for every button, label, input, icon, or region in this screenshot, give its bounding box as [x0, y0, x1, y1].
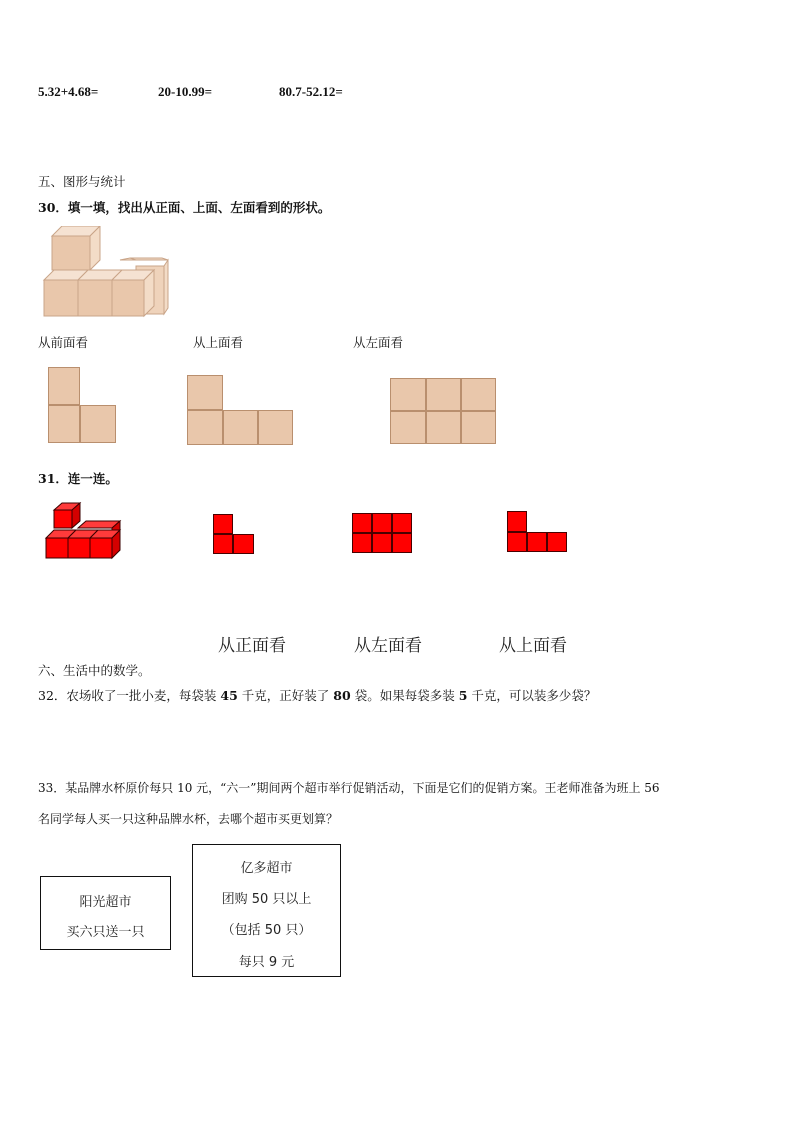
q31-red-shape-3: [507, 511, 568, 552]
store-a-name: 阳光超市: [79, 895, 132, 910]
q32-part-1: 32．农场收了一批小麦，每袋装: [38, 688, 217, 703]
store-b-name: 亿多超市: [240, 861, 293, 876]
q33-line-2: 名同学每人买一只这种品牌水杯，去哪个超市买更划算？: [38, 812, 339, 826]
q31-label-top: 从上面看: [499, 636, 567, 656]
q30-block-figure: [42, 226, 172, 318]
q31-red-shape-2: [352, 513, 412, 553]
q32-part-2: 千克，正好装了: [241, 688, 330, 703]
q30-view-left: [390, 378, 496, 444]
q31-red-shape-1: [213, 514, 255, 554]
store-b-box: [192, 844, 341, 977]
q32-text: [38, 686, 596, 704]
calc-2: 20-10.99=: [158, 84, 212, 99]
q32-num-3: 5: [458, 688, 468, 703]
q32-part-4: 千克，可以装多少袋？: [471, 688, 597, 703]
q31-label-left: 从左面看: [354, 636, 422, 656]
section-5-title: 五、图形与统计: [38, 174, 126, 189]
q30-label-top: 从上面看: [193, 335, 244, 350]
q30-label-front: 从前面看: [38, 335, 89, 350]
q31-red-cube-figure: [44, 500, 126, 562]
q30-label-left: 从左面看: [353, 335, 404, 350]
q31-text: 31．连一连。: [38, 471, 118, 486]
store-a-box: [40, 876, 171, 950]
q32-num-1: 45: [220, 688, 238, 703]
store-b-line-3: 每只 9 元: [238, 955, 295, 970]
store-a-offer: 买六只送一只: [66, 925, 145, 940]
section-6-title: 六、生活中的数学。: [38, 663, 151, 678]
q33-line-1: 33．某品牌水杯原价每只 10 元，“六一”期间两个超市举行促销活动，下面是它们的促销方案。王老师准备为班上 56: [38, 781, 660, 795]
q30-text: 30．填一填，找出从正面、上面、左面看到的形状。: [38, 200, 331, 215]
q32-num-2: 80: [333, 688, 351, 703]
q30-view-top: [187, 375, 293, 445]
store-b-line-2: （包括 50 只）: [221, 923, 312, 938]
store-b-line-1: 团购 50 只以上: [221, 892, 312, 907]
q31-label-front: 从正面看: [218, 636, 286, 656]
calc-1: 5.32+4.68=: [38, 84, 99, 99]
calc-3: 80.7-52.12=: [279, 84, 343, 99]
q32-part-3: 袋。如果每袋多装: [354, 688, 455, 703]
q30-view-front: [48, 367, 118, 443]
